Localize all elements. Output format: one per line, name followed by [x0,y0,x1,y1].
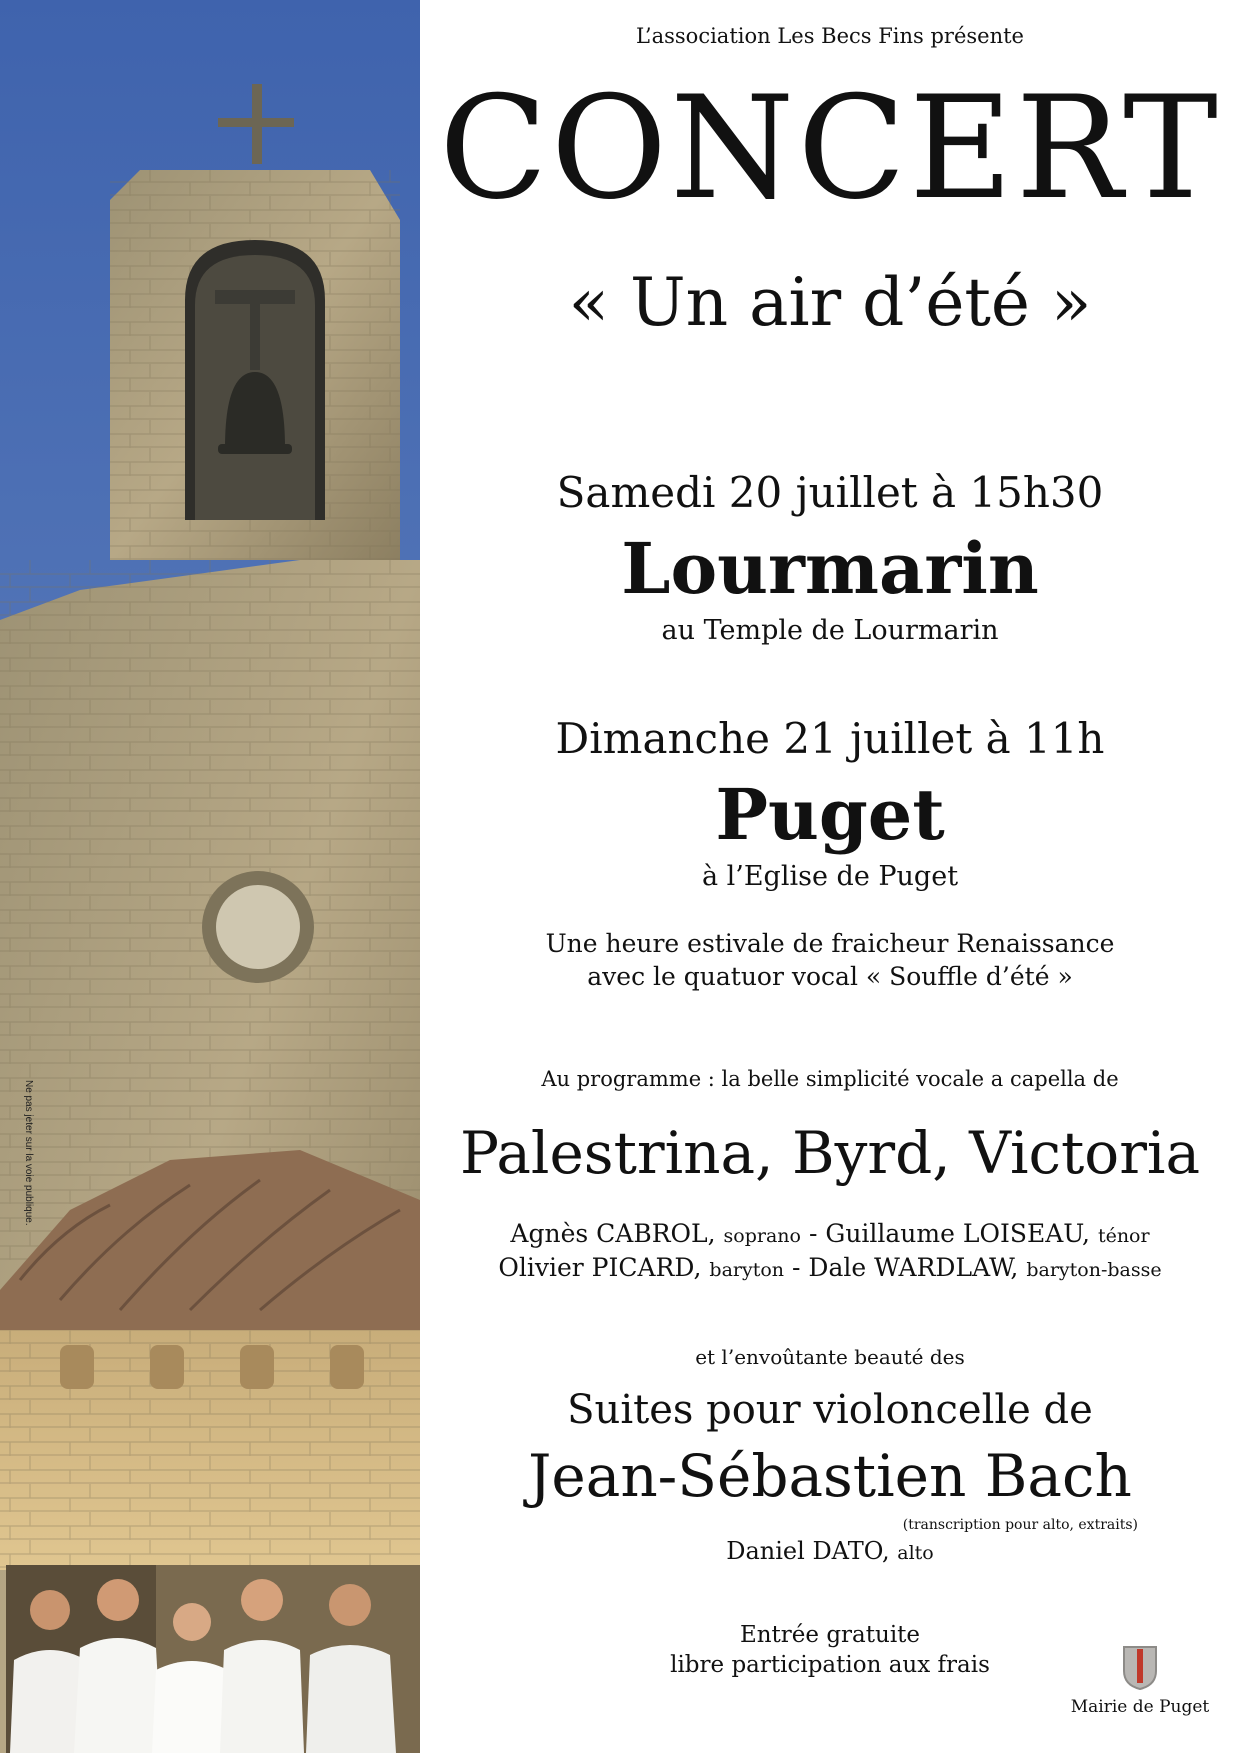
singer-name: Olivier PICARD, [498,1253,702,1282]
violist-name: Daniel DATO, [726,1537,890,1565]
violist-line [420,1537,1240,1565]
mairie-logo [1060,1645,1220,1717]
poster-content [420,0,1240,1753]
event1-venue: au Temple de Lourmarin [661,615,999,646]
description-line: Une heure estivale de fraicheur Renaissance [545,929,1115,958]
description-line: avec le quatuor vocal « Souffle d’été » [587,962,1073,991]
bach-heading: Jean-Sébastien Bach [528,1442,1132,1510]
side-note-text: Ne pas jeter sur la voie publique. [23,1080,34,1226]
beauty-intro: et l’envoûtante beauté des [695,1345,965,1369]
singer-name: Dale WARDLAW, [808,1253,1019,1282]
program-intro: Au programme : la belle simplicité vocale a capella de [541,1067,1119,1091]
entry-line: libre participation aux frais [670,1652,990,1678]
singer-role: baryton [709,1259,785,1281]
separator: - [808,1219,818,1248]
event2-date: Dimanche 21 juillet à 11h [555,714,1105,763]
singer-name: Agnès CABROL, [510,1219,716,1248]
separator: - [792,1253,801,1282]
violist-role: alto [897,1542,934,1564]
suites-heading: Suites pour violoncelle de [567,1387,1093,1433]
presenter-line: L’association Les Becs Fins présente [636,24,1024,48]
event1-date: Samedi 20 juillet à 15h30 [556,468,1104,517]
transcription-note: (transcription pour alto, extraits) [902,1517,1138,1533]
side-note [22,1080,34,1250]
singer-role: baryton-basse [1026,1259,1162,1281]
bell-tower-photo [0,0,420,1753]
page-title: CONCERT [439,66,1221,231]
concert-subtitle: « Un air d’été » [568,264,1092,341]
singers-line [420,1253,1240,1282]
composers-heading: Palestrina, Byrd, Victoria [459,1119,1201,1187]
entry-line: Entrée gratuite [739,1622,921,1648]
event2-city: Puget [715,773,945,856]
singer-name: Guillaume LOISEAU, [825,1219,1090,1248]
event1-city: Lourmarin [621,527,1039,610]
event2-venue: à l’Eglise de Puget [701,861,959,892]
singers-line [420,1219,1240,1248]
bell-tower-illustration [0,0,420,1753]
coat-of-arms-icon [1122,1645,1158,1691]
singer-role: ténor [1097,1225,1150,1247]
singer-role: soprano [723,1225,801,1247]
mairie-label: Mairie de Puget [1070,1697,1210,1717]
